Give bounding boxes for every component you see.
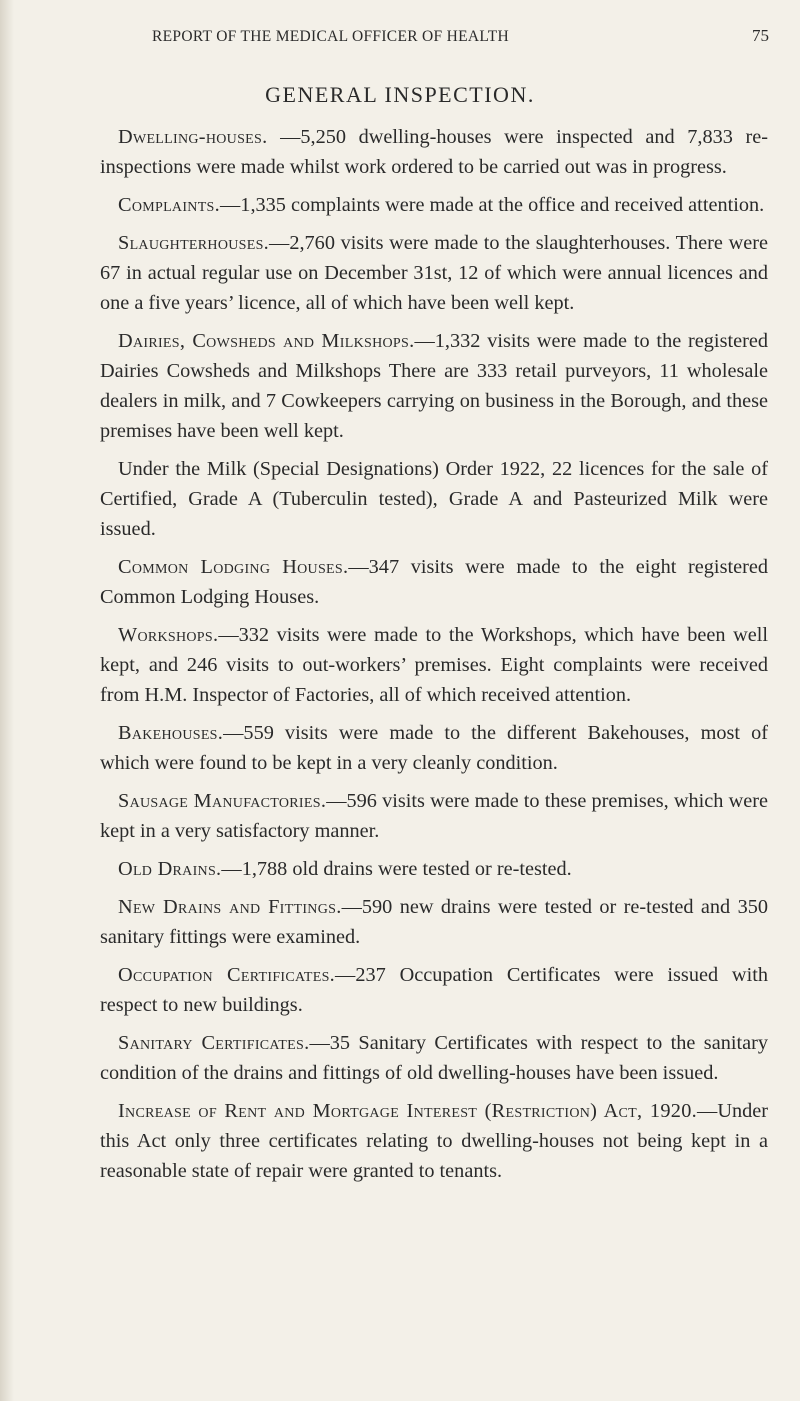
section-title: GENERAL INSPECTION. [265,82,535,107]
paragraph-new-drains [100,892,768,952]
paragraph-text: —35 Sanitary Certificates with respect to the sanitary condition of the drains and fittings of old dwelling-houses have been issued. [100,1032,768,1084]
paragraph-rent-act [100,1096,768,1186]
page-edge-shadow [0,0,14,1401]
paragraph-text: —1,335 complaints were made at the office and received attention. [220,194,765,216]
paragraph-text: —1,788 old drains were tested or re-tested. [221,858,572,880]
paragraph-text: —Under this Act only three certificates relating to dwelling-houses not being kept in a reasonable state of repair were granted to tenants. [100,1100,768,1182]
paragraph-occupation-certificates [100,960,768,1020]
paragraph-text: —1,332 visits were made to the registered Dairies Cowsheds and Milkshops There are 333 retail purveyors, 11 wholesale dealers in milk, and 7 Cowkeepers carrying on business in the Borough, and these premises have been well kept. [100,330,768,442]
paragraph-text: —5,250 dwelling-houses were inspected and 7,833 re-inspections were made whilst work ordered to be carried out was in progress. [100,126,768,178]
paragraph-heading: Common Lodging Houses. [118,556,349,578]
paragraph-complaints [100,190,768,220]
paragraph-text: —2,760 visits were made to the slaughterhouses. There were 67 in actual regular use on December 31st, 12 of which were annual licences and one a five years’ licence, all of which have been well kept. [100,232,768,314]
paragraph-text: —590 new drains were tested or re-tested and 350 sanitary fittings were examined. [100,896,768,948]
paragraph-heading: Dwelling-houses. [118,126,268,148]
paragraph-workshops [100,620,768,710]
paragraph-heading: Old Drains. [118,858,222,880]
paragraph-heading: Workshops. [118,624,219,646]
body-text [100,122,768,1194]
paragraph-dwelling-houses [100,122,768,182]
paragraph-sausage-manufactories [100,786,768,846]
paragraph-slaughterhouses [100,228,768,318]
paragraph-lodging-houses [100,552,768,612]
paragraph-milk-order [100,454,768,544]
paragraph-heading: Increase of Rent and Mortgage Interest (Restriction) Act, 1920. [118,1100,698,1122]
paragraph-dairies [100,326,768,446]
paragraph-heading: Dairies, Cowsheds and Milkshops. [118,330,415,352]
paragraph-bakehouses [100,718,768,778]
paragraph-text: —596 visits were made to these premises, which were kept in a very satisfactory manner. [100,790,769,842]
paragraph-text: Under the Milk (Special Designations) Order 1922, 22 licences for the sale of Certified, Grade A (Tuberculin tested), Grade A and Pasteurized Milk were issued. [100,458,768,540]
paragraph-text: —332 visits were made to the Workshops, which have been well kept, and 246 visits to out-workers’ premises. Eight complaints were received from H.M. Inspector of Factories, all of which received attention. [100,624,768,706]
paragraph-old-drains [100,854,768,884]
paragraph-heading: Bakehouses. [118,722,224,744]
page-number: 75 [752,26,769,45]
paragraph-sanitary-certificates [100,1028,768,1088]
paragraph-heading: New Drains and Fittings. [118,896,342,918]
paragraph-heading: Slaughterhouses. [118,232,270,254]
paragraph-heading: Sausage Manufactories. [118,790,327,812]
paragraph-heading: Complaints. [118,194,221,216]
running-head: REPORT OF THE MEDICAL OFFICER OF HEALTH [152,28,509,45]
paragraph-text: —237 Occupation Certificates were issued with respect to new buildings. [100,964,768,1016]
paragraph-heading: Sanitary Certificates. [118,1032,310,1054]
paragraph-heading: Occupation Certificates. [118,964,336,986]
paragraph-text: —559 visits were made to the different Bakehouses, most of which were found to be kept in a very cleanly condition. [100,722,768,774]
paragraph-text: —347 visits were made to the eight registered Common Lodging Houses. [100,556,768,608]
